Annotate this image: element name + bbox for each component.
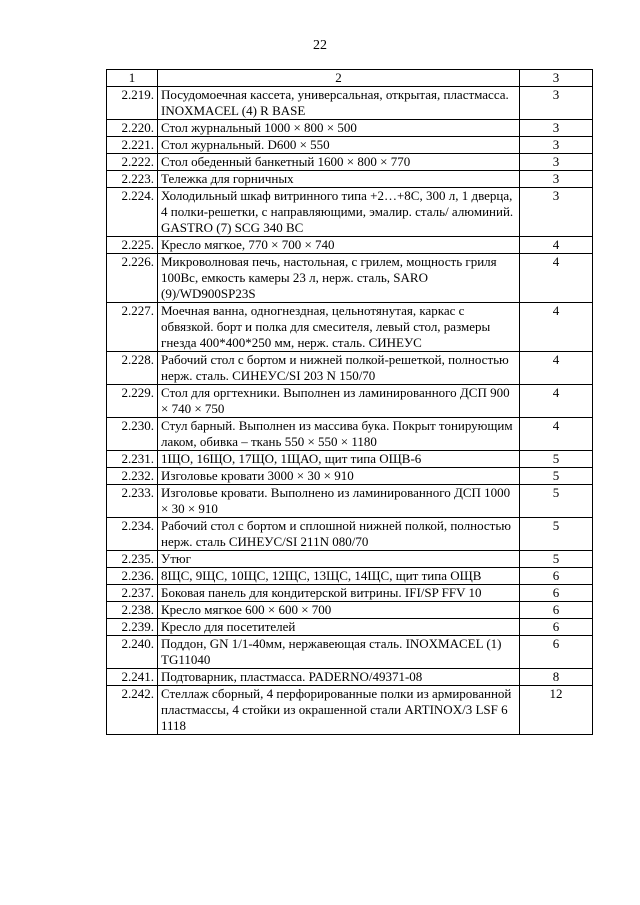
row-quantity: 4 (520, 385, 593, 418)
row-quantity: 3 (520, 171, 593, 188)
row-quantity: 6 (520, 636, 593, 669)
row-number: 2.238. (107, 602, 158, 619)
row-description: Стол для оргтехники. Выполнен из ламинированного ДСП 900 × 740 × 750 (158, 385, 520, 418)
header-col-3: 3 (520, 70, 593, 87)
row-quantity: 5 (520, 485, 593, 518)
row-number: 2.229. (107, 385, 158, 418)
row-quantity: 5 (520, 551, 593, 568)
table-row (107, 619, 593, 636)
row-description: Моечная ванна, одногнездная, цельнотянутая, каркас с обвязкой. борт и полка для смесителя, левый стол, размеры гнезда 400*400*250 мм, нерж. сталь. СИНЕУС (158, 303, 520, 352)
table-row (107, 602, 593, 619)
row-description: Подтоварник, пластмасса. PADERNO/49371-08 (158, 669, 520, 686)
row-quantity: 3 (520, 87, 593, 120)
table-row (107, 171, 593, 188)
row-description: Холодильный шкаф витринного типа +2…+8С, 300 л, 1 дверца, 4 полки-решетки, с направляющими, эмалир. сталь/ алюминий. GASTRO (7) SCG 340 BC (158, 188, 520, 237)
table-row (107, 686, 593, 735)
row-quantity: 5 (520, 518, 593, 551)
row-quantity: 8 (520, 669, 593, 686)
table-row (107, 352, 593, 385)
row-number: 2.223. (107, 171, 158, 188)
table-row (107, 120, 593, 137)
row-description: Посудомоечная кассета, универсальная, открытая, пластмасса. INOXMACEL (4) R BASE (158, 87, 520, 120)
table-row (107, 585, 593, 602)
row-number: 2.222. (107, 154, 158, 171)
table-row (107, 254, 593, 303)
row-description: Кресло для посетителей (158, 619, 520, 636)
row-description: Микроволновая печь, настольная, с грилем, мощность гриля 100Вс, емкость камеры 23 л, нерж. сталь, SARO (9)/WD900SP23S (158, 254, 520, 303)
row-number: 2.234. (107, 518, 158, 551)
table-row (107, 87, 593, 120)
table-row (107, 188, 593, 237)
row-description: 8ЩС, 9ЩС, 10ЩС, 12ЩС, 13ЩС, 14ЩС, щит типа ОЩВ (158, 568, 520, 585)
row-number: 2.230. (107, 418, 158, 451)
table-row (107, 237, 593, 254)
row-description: Кресло мягкое, 770 × 700 × 740 (158, 237, 520, 254)
table-row (107, 485, 593, 518)
row-description: Рабочий стол с бортом и нижней полкой-решеткой, полностью нерж. сталь. СИНЕУС/SI 203 N 150/70 (158, 352, 520, 385)
header-col-1: 1 (107, 70, 158, 87)
table-row (107, 636, 593, 669)
row-description: Изголовье кровати 3000 × 30 × 910 (158, 468, 520, 485)
row-number: 2.240. (107, 636, 158, 669)
row-quantity: 6 (520, 602, 593, 619)
row-number: 2.236. (107, 568, 158, 585)
table-row (107, 518, 593, 551)
row-number: 2.241. (107, 669, 158, 686)
table-row (107, 137, 593, 154)
row-quantity: 3 (520, 120, 593, 137)
table-row (107, 568, 593, 585)
row-number: 2.235. (107, 551, 158, 568)
page-number: 22 (313, 38, 327, 53)
table-row (107, 669, 593, 686)
row-description: Кресло мягкое 600 × 600 × 700 (158, 602, 520, 619)
row-description: Боковая панель для кондитерской витрины. IFI/SP FFV 10 (158, 585, 520, 602)
row-quantity: 3 (520, 188, 593, 237)
row-quantity: 4 (520, 237, 593, 254)
row-number: 2.228. (107, 352, 158, 385)
row-description: Тележка для горничных (158, 171, 520, 188)
row-number: 2.221. (107, 137, 158, 154)
row-number: 2.220. (107, 120, 158, 137)
row-number: 2.233. (107, 485, 158, 518)
row-description: Стол журнальный. D600 × 550 (158, 137, 520, 154)
table-row (107, 303, 593, 352)
row-quantity: 12 (520, 686, 593, 735)
table-header-row (107, 70, 593, 87)
row-description: Утюг (158, 551, 520, 568)
row-quantity: 4 (520, 352, 593, 385)
row-description: Рабочий стол с бортом и сплошной нижней полкой, полностью нерж. сталь СИНЕУС/SI 211N 080/70 (158, 518, 520, 551)
equipment-table (106, 69, 593, 735)
row-number: 2.242. (107, 686, 158, 735)
row-description: Стол журнальный 1000 × 800 × 500 (158, 120, 520, 137)
row-number: 2.224. (107, 188, 158, 237)
row-description: Изголовье кровати. Выполнено из ламинированного ДСП 1000 × 30 × 910 (158, 485, 520, 518)
row-number: 2.226. (107, 254, 158, 303)
row-number: 2.232. (107, 468, 158, 485)
row-number: 2.231. (107, 451, 158, 468)
table-row (107, 418, 593, 451)
row-description: Стул барный. Выполнен из массива бука. Покрыт тонирующим лаком, обивка – ткань 550 × 550 × 1180 (158, 418, 520, 451)
table-row (107, 385, 593, 418)
row-number: 2.239. (107, 619, 158, 636)
row-quantity: 4 (520, 418, 593, 451)
row-number: 2.237. (107, 585, 158, 602)
row-quantity: 4 (520, 303, 593, 352)
row-quantity: 5 (520, 468, 593, 485)
row-number: 2.227. (107, 303, 158, 352)
table-row (107, 451, 593, 468)
row-description: Стеллаж сборный, 4 перфорированные полки из армированной пластмассы, 4 стойки из окрашенной стали ARTINOX/3 LSF 6 1118 (158, 686, 520, 735)
row-quantity: 4 (520, 254, 593, 303)
row-description: Стол обеденный банкетный 1600 × 800 × 770 (158, 154, 520, 171)
table-row (107, 551, 593, 568)
header-col-2: 2 (158, 70, 520, 87)
table-body (107, 87, 593, 735)
row-quantity: 3 (520, 154, 593, 171)
row-quantity: 6 (520, 568, 593, 585)
row-description: Поддон, GN 1/1-40мм, нержавеющая сталь. INOXMACEL (1) TG11040 (158, 636, 520, 669)
row-quantity: 6 (520, 585, 593, 602)
row-description: 1ЩО, 16ЩО, 17ЩО, 1ЩАО, щит типа ОЩВ-6 (158, 451, 520, 468)
row-quantity: 6 (520, 619, 593, 636)
table-row (107, 154, 593, 171)
row-quantity: 5 (520, 451, 593, 468)
row-quantity: 3 (520, 137, 593, 154)
table-row (107, 468, 593, 485)
row-number: 2.219. (107, 87, 158, 120)
row-number: 2.225. (107, 237, 158, 254)
